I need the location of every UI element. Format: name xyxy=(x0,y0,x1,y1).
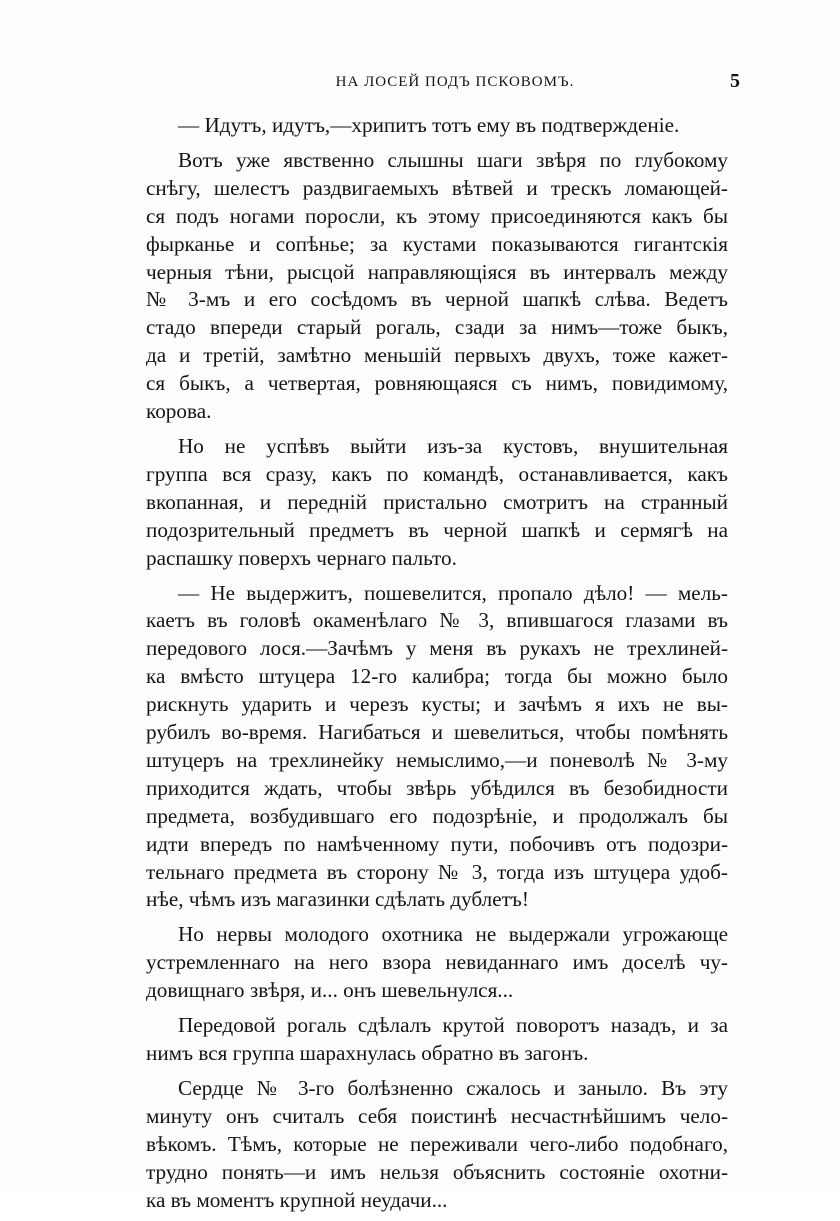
text-line: Но не успѣвъ выйти изъ-за кустовъ, внушительная xyxy=(178,433,728,458)
text-line: — Не выдержитъ, пошевелится, пропало дѣло! — мель- xyxy=(178,580,728,605)
text-line: № 3-мъ и его сосѣдомъ въ черной шапкѣ слѣва. Ведетъ xyxy=(146,287,728,312)
text-line: нѣе, чѣмъ изъ магазинки сдѣлать дублетъ! xyxy=(146,887,529,912)
text-line: корова. xyxy=(146,399,212,424)
text-line: предмета, возбудившаго его подозрѣніе, и продолжалъ бы xyxy=(146,803,728,828)
paragraph xyxy=(146,921,728,1005)
text-line: да и третій, замѣтно меньшій первыхъ двухъ, тоже кажет- xyxy=(146,343,728,368)
text-line: трудно понять—и имъ нельзя объяснить состояніе охотни- xyxy=(146,1159,728,1184)
paragraph xyxy=(146,580,728,915)
text-line: группа вся сразу, какъ по командѣ, останавливается, какъ xyxy=(146,461,728,486)
text-line: фырканье и сопѣнье; за кустами показываются гигантскія xyxy=(146,231,728,256)
page-body-text xyxy=(146,112,728,1221)
text-line: Но нервы молодого охотника не выдержали угрожающе xyxy=(178,922,728,947)
page-header xyxy=(150,70,740,104)
text-line: рубилъ во-время. Нагибаться и шевелиться, чтобы помѣнять xyxy=(146,720,728,745)
text-line: ся подъ ногами поросли, къ этому присоединяются какъ бы xyxy=(146,203,728,228)
text-line: Сердце № 3-го болѣзненно сжалось и заныло. Въ эту xyxy=(178,1075,728,1100)
text-line: вкопанная, и передній пристально смотритъ на странный xyxy=(146,489,728,514)
text-line: довищнаго звѣря, и... онъ шевельнулся... xyxy=(146,978,514,1003)
text-line: устремленнаго на него взора невиданнаго имъ доселѣ чу- xyxy=(146,950,728,975)
running-title: НА ЛОСЕЙ ПОДЪ ПСКОВОМЪ. xyxy=(335,74,575,90)
text-line: черныя тѣни, рысцой направляющіяся въ интервалъ между xyxy=(146,259,728,284)
text-line: ся быкъ, а четвертая, ровняющаяся съ нимъ, повидимому, xyxy=(146,371,728,396)
text-line: ка въ моментъ крупной неудачи... xyxy=(146,1187,448,1212)
text-line: вѣкомъ. Тѣмъ, которые не переживали чего-либо подобнаго, xyxy=(146,1131,728,1156)
text-line: приходится ждать, чтобы звѣрь убѣдился въ безобидности xyxy=(146,775,728,800)
text-line: идти впередъ по намѣченному пути, побочивъ отъ подозри- xyxy=(146,831,728,856)
text-line: нимъ вся группа шарахнулась обратно въ загонъ. xyxy=(146,1041,589,1065)
text-line: передового лося.—Зачѣмъ у меня въ рукахъ не трехлиней- xyxy=(146,636,728,661)
paragraph xyxy=(146,1075,728,1215)
text-line: рискнуть ударить и черезъ кусты; и зачѣмъ я ихъ не вы- xyxy=(146,692,728,717)
text-line: ка вмѣсто штуцера 12-го калибра; тогда бы можно было xyxy=(146,664,728,689)
text-line: Передовой рогаль сдѣлалъ крутой поворотъ назадъ, и за xyxy=(178,1013,728,1038)
paragraph xyxy=(146,147,728,426)
text-line: тельнаго предмета въ сторону № 3, тогда изъ штуцера удоб- xyxy=(146,859,728,884)
paragraph xyxy=(146,433,728,573)
text-line: подозрительный предметъ въ черной шапкѣ и сермягѣ на xyxy=(146,517,728,542)
page-number: 5 xyxy=(730,70,740,92)
paragraph xyxy=(146,112,728,140)
text-line: стадо впереди старый рогаль, сзади за нимъ—тоже быкъ, xyxy=(146,315,728,340)
text-line: минуту онъ считалъ себя поистинѣ несчастнѣйшимъ чело- xyxy=(146,1103,728,1128)
text-line: распашку поверхъ чернаго пальто. xyxy=(146,545,457,570)
text-line: снѣгу, шелестъ раздвигаемыхъ вѣтвей и трескъ ломающей- xyxy=(146,175,728,200)
text-line: штуцеръ на трехлинейку немыслимо,—и поневолѣ № 3-му xyxy=(146,747,728,772)
paragraph xyxy=(146,1012,728,1068)
text-line: каетъ въ головѣ окаменѣлаго № 3, впившагося глазами въ xyxy=(146,608,728,633)
text-line: — Идутъ, идутъ,—хрипитъ тотъ ему въ подтвержденіе. xyxy=(178,113,680,137)
text-line: Вотъ уже явственно слышны шаги звѣря по глубокому xyxy=(178,147,728,172)
